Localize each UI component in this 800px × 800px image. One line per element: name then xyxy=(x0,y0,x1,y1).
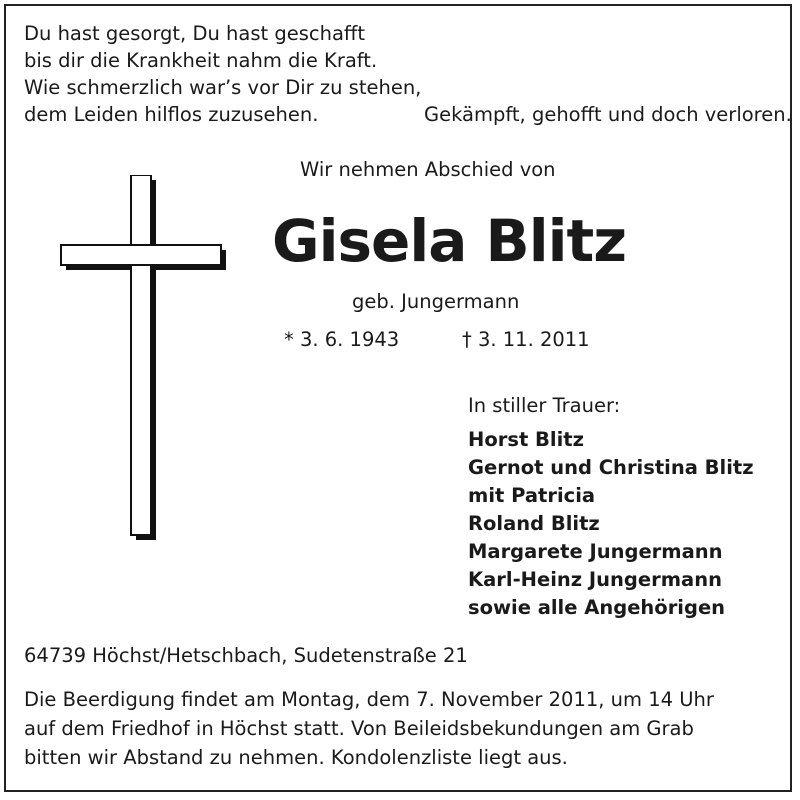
mourner: Horst Blitz xyxy=(468,428,584,451)
poem-line: Wie schmerzlich war’s vor Dir zu stehen, xyxy=(24,76,422,99)
funeral-line: bitten wir Abstand zu nehmen. Kondolenzliste liegt aus. xyxy=(24,746,568,769)
poem-line: Du hast gesorgt, Du hast geschafft xyxy=(24,22,365,45)
mourner: Margarete Jungermann xyxy=(468,540,723,563)
birth-date: * 3. 6. 1943 xyxy=(284,328,400,351)
funeral-line: auf dem Friedhof in Höchst statt. Von Beileidsbekundungen am Grab xyxy=(24,717,694,740)
mourning-label: In stiller Trauer: xyxy=(468,394,621,417)
funeral-line: Die Beerdigung findet am Montag, dem 7. November 2011, um 14 Uhr xyxy=(24,688,714,711)
address: 64739 Höchst/Hetschbach, Sudetenstraße 21 xyxy=(24,644,468,667)
poem-right-line: Gekämpft, gehofft und doch verloren. xyxy=(424,103,792,126)
maiden-name: geb. Jungermann xyxy=(352,290,520,313)
deceased-name: Gisela Blitz xyxy=(272,207,627,275)
mourner: Gernot und Christina Blitz xyxy=(468,456,754,479)
mourner: Karl-Heinz Jungermann xyxy=(468,568,722,591)
poem-line: dem Leiden hilflos zuzusehen. xyxy=(24,103,319,126)
poem xyxy=(24,20,421,128)
mourner: sowie alle Angehörigen xyxy=(468,596,726,619)
funeral-info xyxy=(24,685,714,772)
cross-icon xyxy=(60,175,230,549)
mourner: Roland Blitz xyxy=(468,512,600,535)
mourners-list xyxy=(468,426,754,622)
farewell-text: Wir nehmen Abschied von xyxy=(300,158,556,181)
mourner: mit Patricia xyxy=(468,484,596,507)
poem-line: bis dir die Krankheit nahm die Kraft. xyxy=(24,49,378,72)
death-date: † 3. 11. 2011 xyxy=(462,328,590,351)
